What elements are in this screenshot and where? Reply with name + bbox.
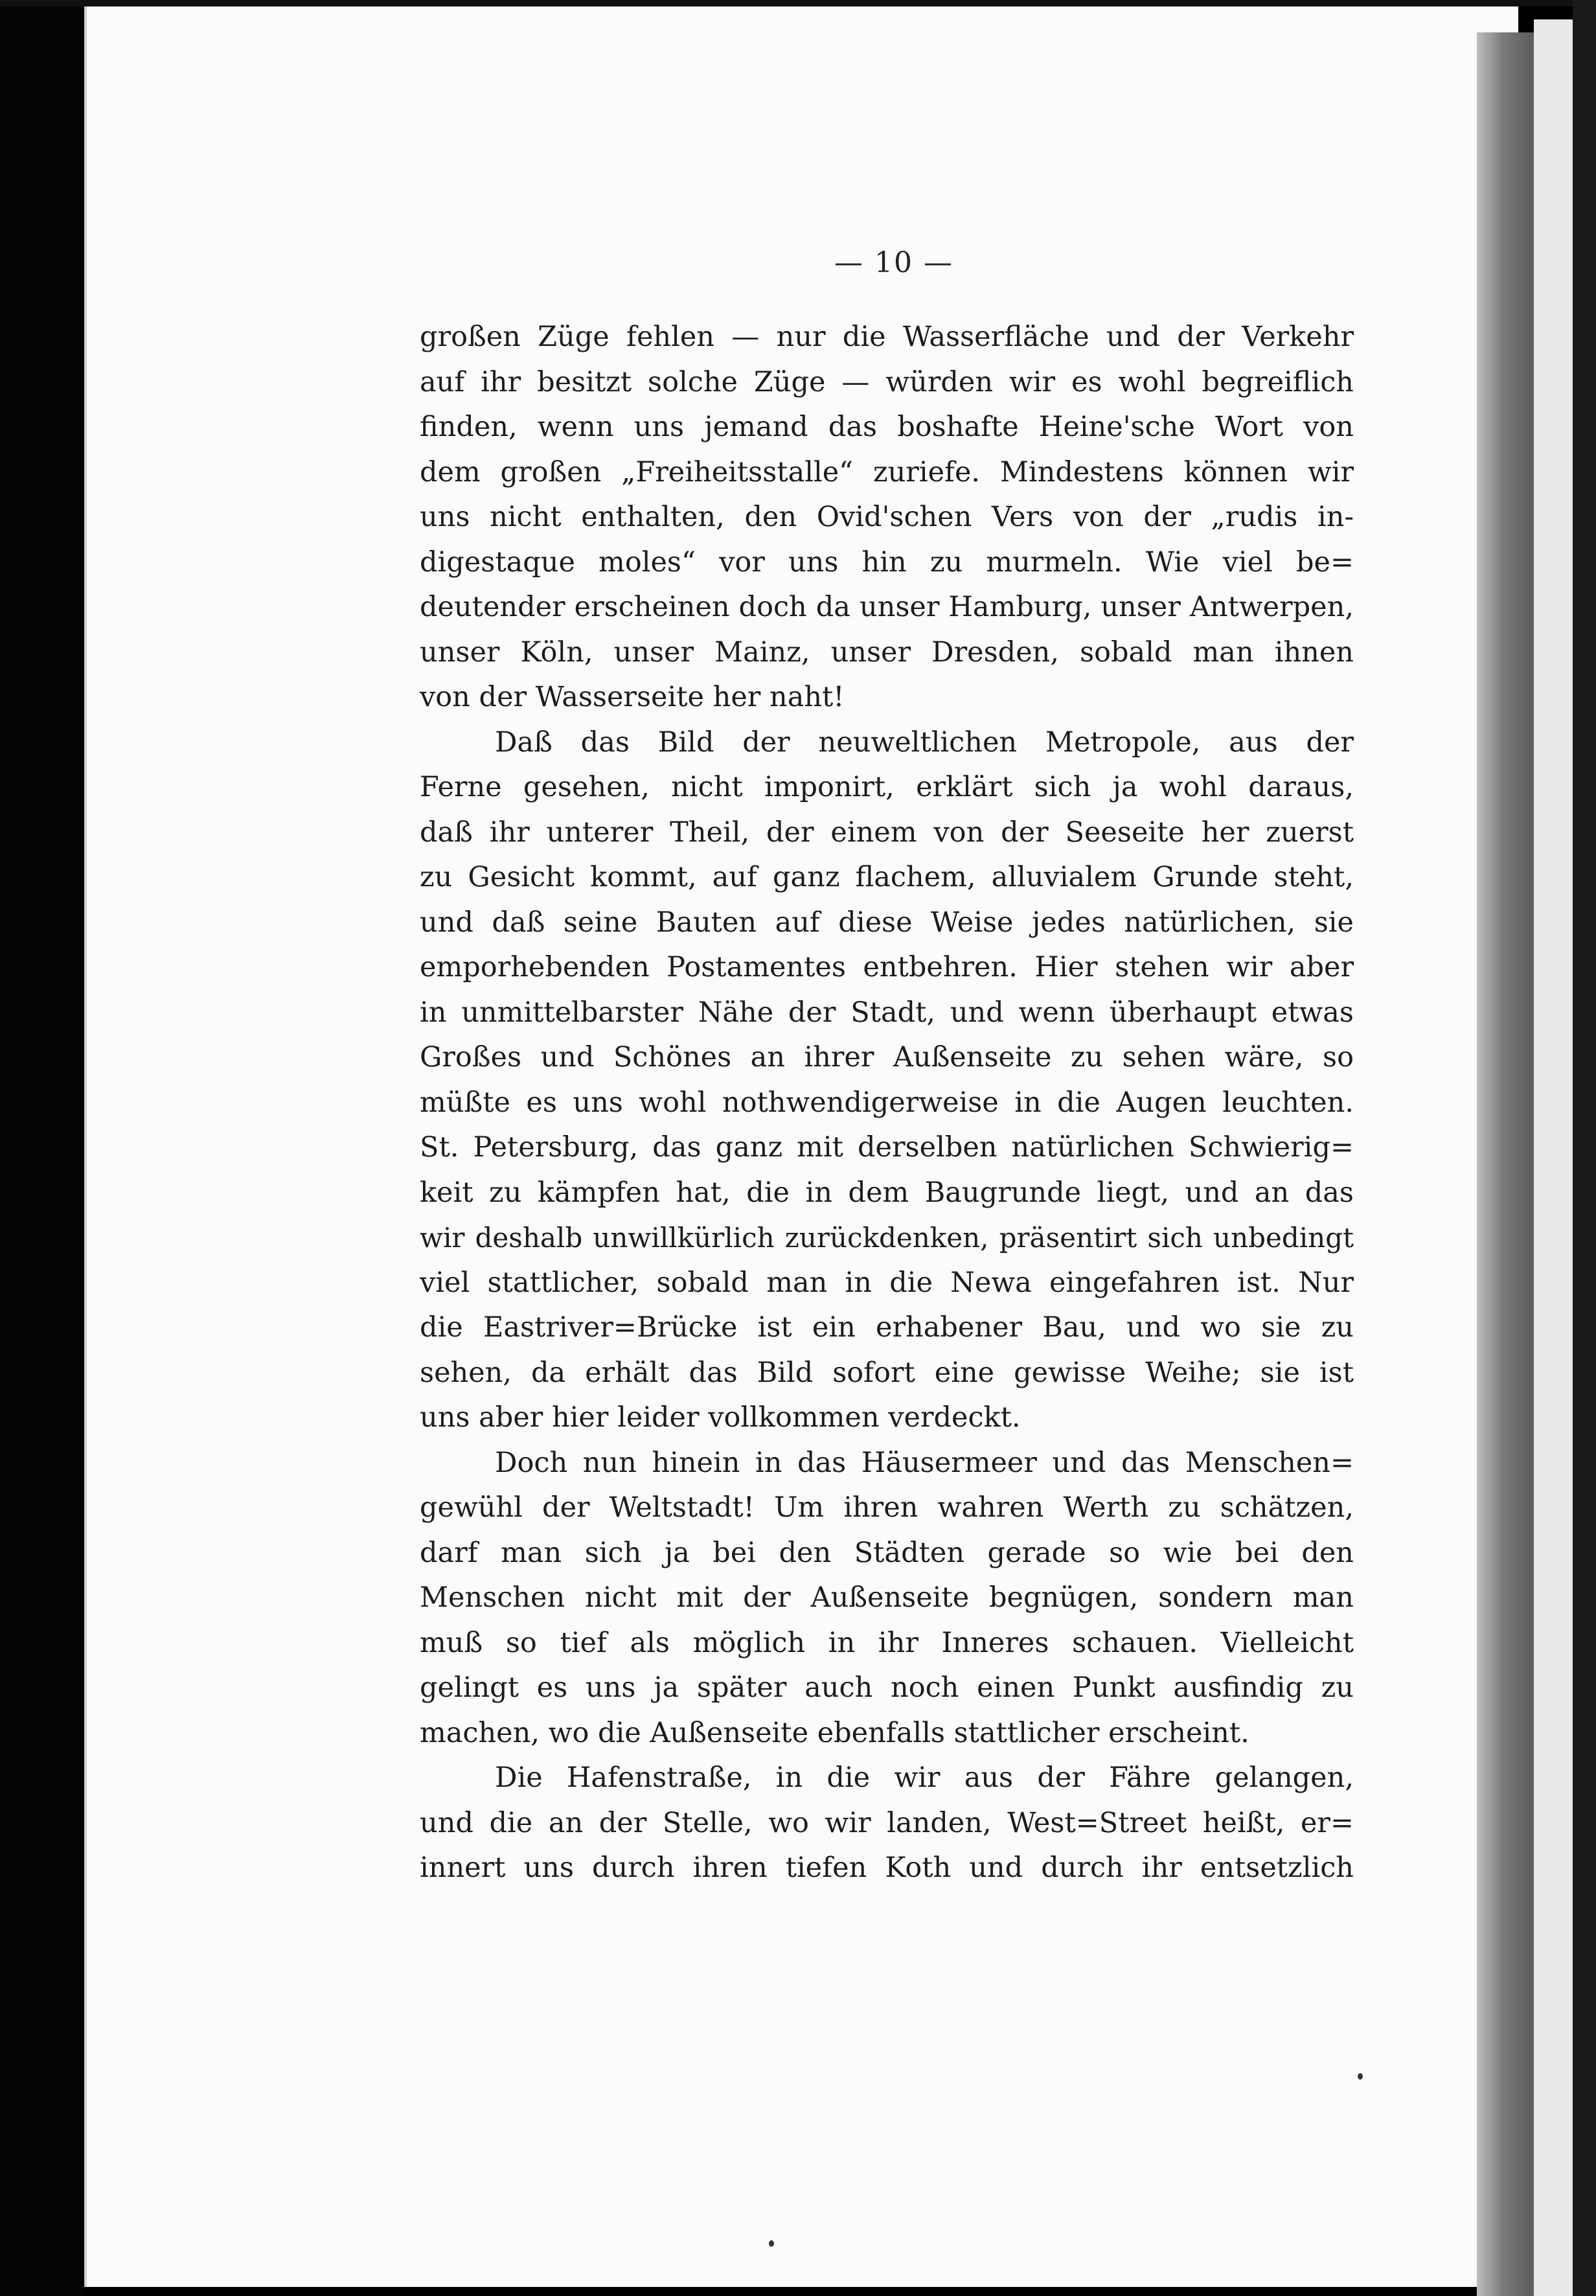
- text-line: unser Köln, unser Mainz, unser Dresden, sobald man ihnen: [420, 636, 1354, 669]
- text-line: Doch nun hinein in das Häusermeer und das Menschen=: [495, 1446, 1354, 1479]
- text-line: müßte es uns wohl nothwendigerweise in die Augen leuchten.: [420, 1086, 1354, 1119]
- text-line: machen, wo die Außenseite ebenfalls stattlicher erscheint.: [420, 1716, 1249, 1749]
- text-line: und daß seine Bauten auf diese Weise jedes natürlichen, sie: [420, 906, 1354, 939]
- text-line: emporhebenden Postamentes entbehren. Hier stehen wir aber: [420, 951, 1354, 983]
- text-line: die Eastriver=Brücke ist ein erhabener Bau, und wo sie zu: [420, 1311, 1354, 1344]
- text-line: daß ihr unterer Theil, der einem von der Seeseite her zuerst: [420, 816, 1354, 849]
- text-line: Die Hafenstraße, in die wir aus der Fähre gelangen,: [495, 1762, 1354, 1794]
- text-line: deutender erscheinen doch da unser Hamburg, unser Antwerpen,: [420, 591, 1354, 623]
- text-line: Ferne gesehen, nicht imponirt, erklärt sich ja wohl daraus,: [420, 771, 1354, 803]
- top-scan-border: [0, 0, 1596, 6]
- text-line: Großes und Schönes an ihrer Außenseite zu sehen wäre, so: [420, 1041, 1354, 1073]
- text-line: keit zu kämpfen hat, die in dem Baugrunde liegt, und an das: [420, 1176, 1354, 1209]
- text-line: zu Gesicht kommt, auf ganz flachem, alluvialem Grunde steht,: [420, 861, 1354, 893]
- text-line: auf ihr besitzt solche Züge — würden wir es wohl begreiflich: [420, 365, 1354, 398]
- page-edge: [1534, 19, 1573, 2296]
- text-line: Menschen nicht mit der Außenseite begnügen, sondern man: [420, 1581, 1354, 1614]
- right-scan-border: [1573, 0, 1596, 2296]
- text-line: wir deshalb unwillkürlich zurückdenken, präsentirt sich unbedingt: [420, 1222, 1354, 1254]
- page-gutter-shadow: [1477, 32, 1535, 2296]
- text-line: digestaque moles“ vor uns hin zu murmeln. Wie viel be=: [420, 545, 1354, 579]
- body-text: [420, 315, 1354, 1891]
- text-line: in unmittelbarster Nähe der Stadt, und wenn überhaupt etwas: [420, 996, 1354, 1029]
- paper-speck: [1358, 2073, 1363, 2080]
- text-line: und die an der Stelle, wo wir landen, West=Street heißt, er=: [420, 1806, 1354, 1839]
- text-line: großen Züge fehlen — nur die Wasserfläche und der Verkehr: [420, 321, 1354, 353]
- text-line: sehen, da erhält das Bild sofort eine gewisse Weihe; sie ist: [420, 1356, 1354, 1389]
- text-line: viel stattlicher, sobald man in die Newa eingefahren ist. Nur: [420, 1266, 1354, 1299]
- page-number: — 10 —: [834, 246, 953, 279]
- text-line: von der Wasserseite her naht!: [420, 681, 845, 713]
- text-line: gewühl der Weltstadt! Um ihren wahren Werth zu schätzen,: [420, 1491, 1354, 1524]
- text-line: finden, wenn uns jemand das boshafte Heine'sche Wort von: [420, 411, 1354, 443]
- text-line: uns aber hier leider vollkommen verdeckt.: [420, 1401, 1021, 1434]
- text-line: St. Petersburg, das ganz mit derselben natürlichen Schwierig=: [420, 1131, 1354, 1164]
- text-line: innert uns durch ihren tiefen Koth und durch ihr entsetzlich: [420, 1852, 1354, 1884]
- text-line: muß so tief als möglich in ihr Inneres schauen. Vielleicht: [420, 1626, 1354, 1659]
- text-line: Daß das Bild der neuweltlichen Metropole, aus der: [495, 726, 1354, 759]
- left-scan-border: [0, 0, 84, 2296]
- paper-speck: [769, 2240, 774, 2247]
- text-line: gelingt es uns ja später auch noch einen Punkt ausfindig zu: [420, 1671, 1354, 1704]
- text-line: darf man sich ja bei den Städten gerade so wie bei den: [420, 1536, 1354, 1569]
- text-line: dem großen „Freiheitsstalle“ zuriefe. Mindestens können wir: [420, 455, 1354, 488]
- text-line: uns nicht enthalten, den Ovid'schen Vers von der „rudis in-: [420, 501, 1354, 533]
